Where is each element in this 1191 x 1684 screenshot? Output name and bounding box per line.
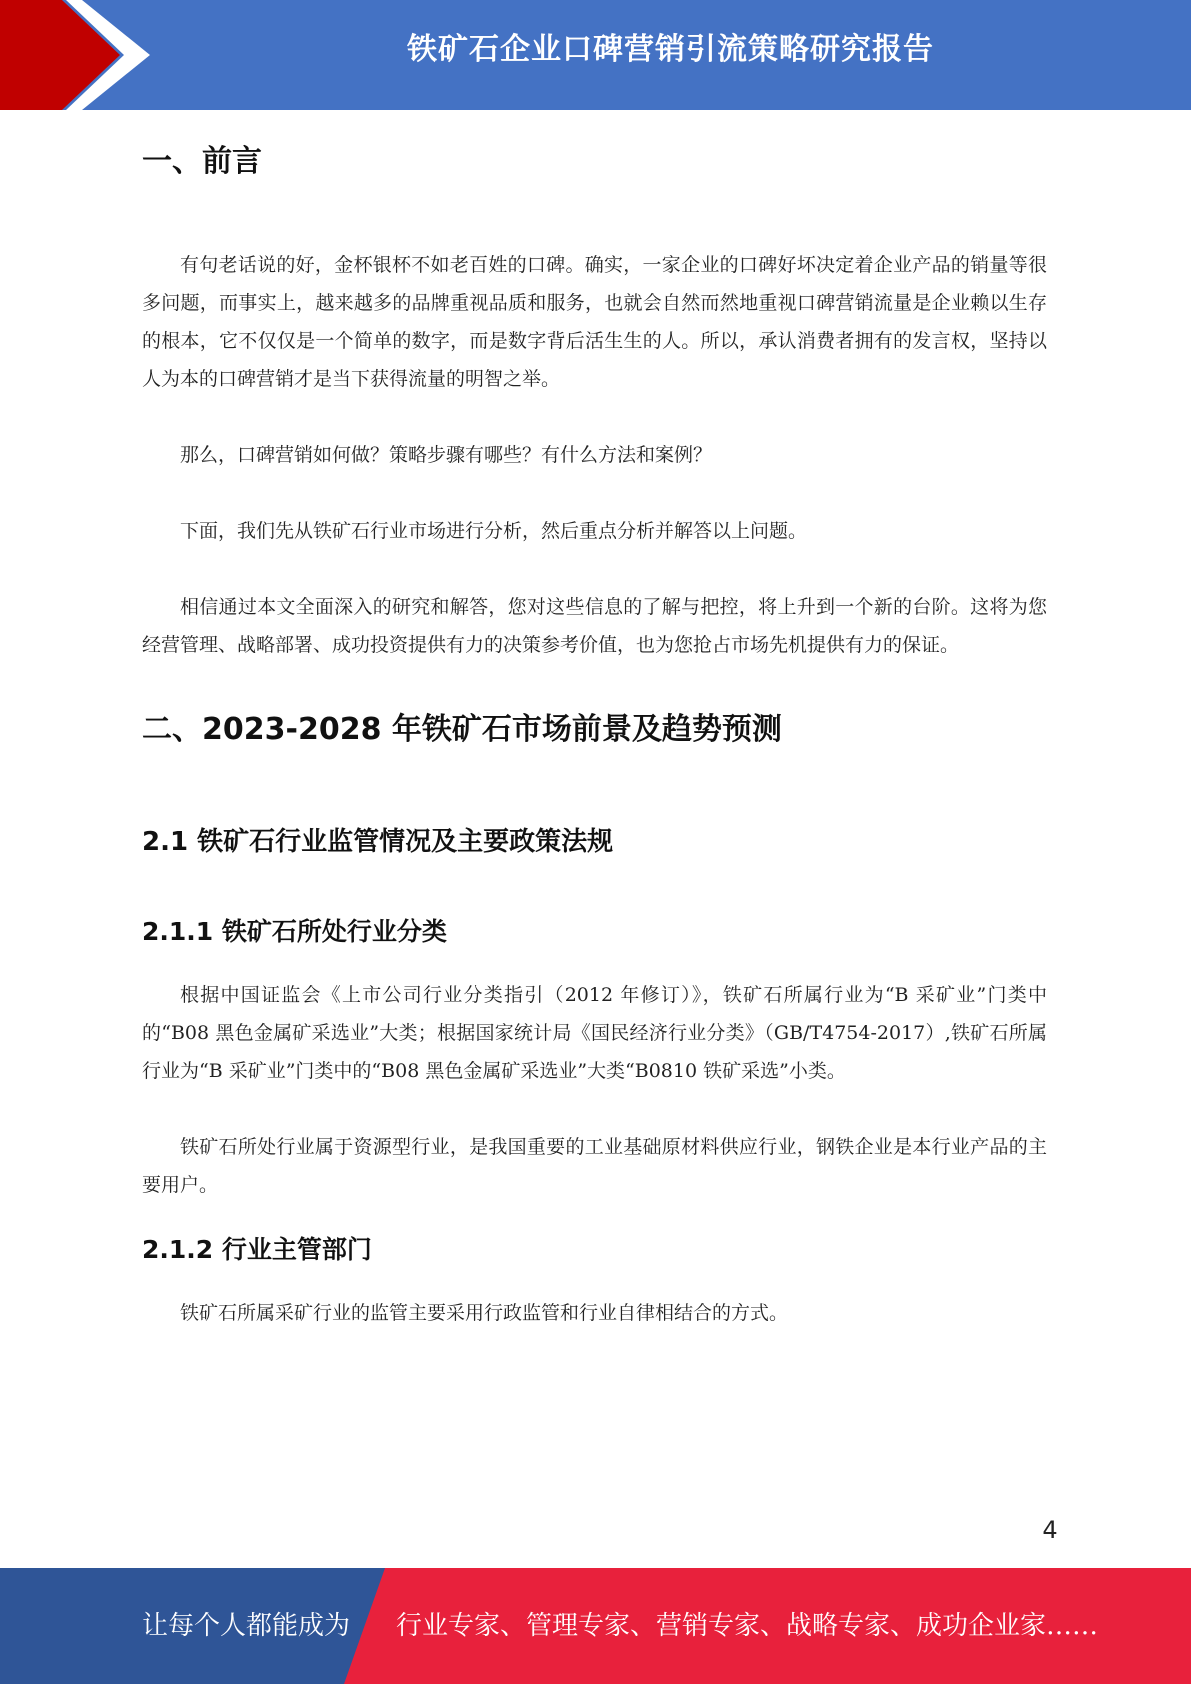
subsection-heading-regulation: 2.1 铁矿石行业监管情况及主要政策法规 [142,827,614,857]
subsubsection-heading-classification: 2.1.1 铁矿石所处行业分类 [142,917,447,946]
document-body [142,130,1047,1332]
footer-slogan-left: 让每个人都能成为 [142,1611,351,1641]
page-number: 4 [1042,1516,1058,1544]
page-header [0,0,1191,110]
section-heading-intro: 一、前言 [142,144,262,179]
paragraph: 那么，口碑营销如何做？策略步骤有哪些？有什么方法和案例？ [180,444,713,466]
paragraph: 有句老话说的好，金杯银杯不如老百姓的口碑。确实，一家企业的口碑好坏决定着企业产品的销量等很多问题，而事实上，越来越多的品牌重视品质和服务，也就会自然而然地重视口碑营销流量是企业赖以生存的根本，它不仅仅是一个简单的数字，而是数字背后活生生的人。所以，承认消费者拥有的发言权，坚持以人为本的口碑营销才是当下获得流量的明智之举。 [142,254,1047,390]
paragraph: 铁矿石所处行业属于资源型行业，是我国重要的工业基础原材料供应行业，钢铁企业是本行业产品的主要用户。 [142,1136,1047,1196]
subsubsection-heading-authority: 2.1.2 行业主管部门 [142,1235,372,1264]
footer-slogan-right: 行业专家、管理专家、营销专家、战略专家、成功企业家…… [396,1611,1099,1641]
section-heading-forecast: 二、2023-2028 年铁矿石市场前景及趋势预测 [142,712,782,747]
paragraph: 相信通过本文全面深入的研究和解答，您对这些信息的了解与把控，将上升到一个新的台阶。这将为您经营管理、战略部署、成功投资提供有力的决策参考价值，也为您抢占市场先机提供有力的保证。 [142,596,1047,656]
paragraph: 下面，我们先从铁矿石行业市场进行分析，然后重点分析并解答以上问题。 [180,520,808,542]
paragraph: 根据中国证监会《上市公司行业分类指引（2012 年修订）》，铁矿石所属行业为“B 采矿业”门类中的“B08 黑色金属矿采选业”大类；根据国家统计局《国民经济行业分类》（GB/T4754-2017）,铁矿石所属行业为“B 采矿业”门类中的“B08 黑色金属矿采选业”大类“B0810 铁矿采选”小类。 [142,984,1047,1082]
header-title: 铁矿石企业口碑营销引流策略研究报告 [407,32,934,67]
paragraph: 铁矿石所属采矿行业的监管主要采用行政监管和行业自律相结合的方式。 [180,1302,789,1324]
page-footer [0,1568,1191,1684]
